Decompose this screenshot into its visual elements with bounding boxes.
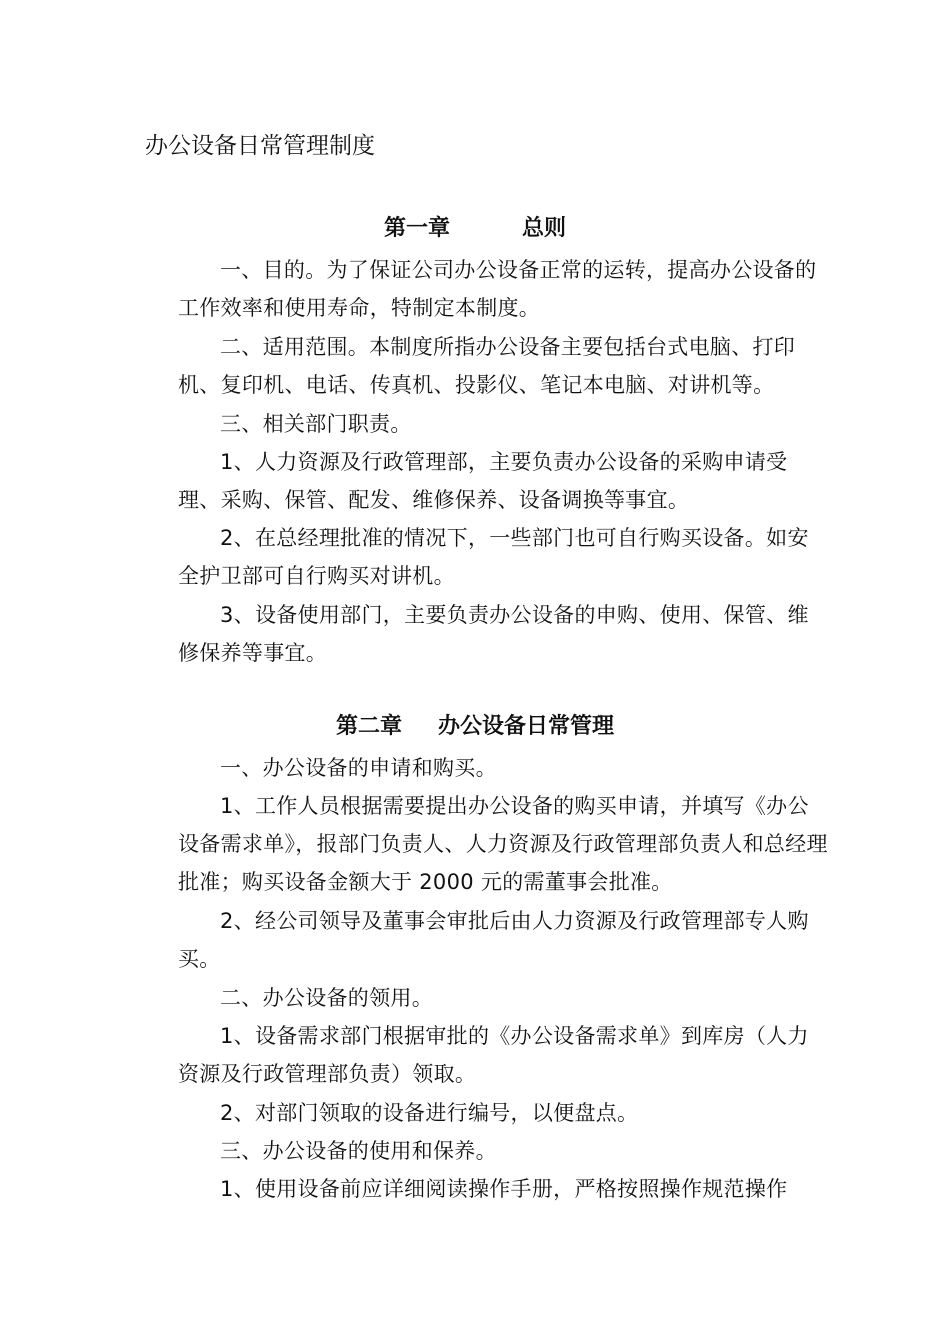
paragraph: 一、目的。为了保证公司办公设备正常的运转，提高办公设备的工作效率和使用寿命，特制定本制度。 <box>178 258 817 320</box>
paragraph: 2、在总经理批准的情况下，一些部门也可自行购买设备。如安全护卫部可自行购买对讲机。 <box>178 526 809 588</box>
chapter-1-name: 总则 <box>522 216 567 241</box>
paragraph: 三、办公设备的使用和保养。 <box>220 1139 497 1163</box>
chapter-2-heading <box>0 710 950 744</box>
paragraph: 三、相关部门职责。 <box>220 412 412 436</box>
paragraph: 2、对部门领取的设备进行编号，以便盘点。 <box>220 1101 639 1125</box>
paragraph: 二、办公设备的领用。 <box>220 986 433 1010</box>
paragraph: 二、适用范围。本制度所指办公设备主要包括台式电脑、打印机、复印机、电话、传真机、投影仪、笔记本电脑、对讲机等。 <box>178 335 796 397</box>
paragraph: 2、经公司领导及董事会审批后由人力资源及行政管理部专人购买。 <box>178 909 809 971</box>
paragraph: 1、使用设备前应详细阅读操作手册，严格按照操作规范操作 <box>220 1177 788 1201</box>
paragraph: 1、设备需求部门根据审批的《办公设备需求单》到库房（人力资源及行政管理部负责）领取。 <box>178 1024 809 1086</box>
paragraph: 1、工作人员根据需要提出办公设备的购买申请，并填写《办公设备需求单》，报部门负责人、人力资源及行政管理部负责人和总经理批准；购买设备金额大于 2000 元的需董事会批准。 <box>178 794 828 894</box>
chapter-1-number: 第一章 <box>383 216 450 241</box>
chapter-2-number: 第二章 <box>335 714 402 739</box>
paragraph: 3、设备使用部门，主要负责办公设备的申购、使用、保管、维修保养等事宜。 <box>178 603 809 665</box>
chapter-1-heading <box>0 212 950 246</box>
chapter-2-name: 办公设备日常管理 <box>438 714 615 739</box>
document-title: 办公设备日常管理制度 <box>145 133 375 159</box>
paragraph: 1、人力资源及行政管理部，主要负责办公设备的采购申请受理、采购、保管、配发、维修保养、设备调换等事宜。 <box>178 450 788 512</box>
paragraph: 一、办公设备的申请和购买。 <box>220 756 497 780</box>
